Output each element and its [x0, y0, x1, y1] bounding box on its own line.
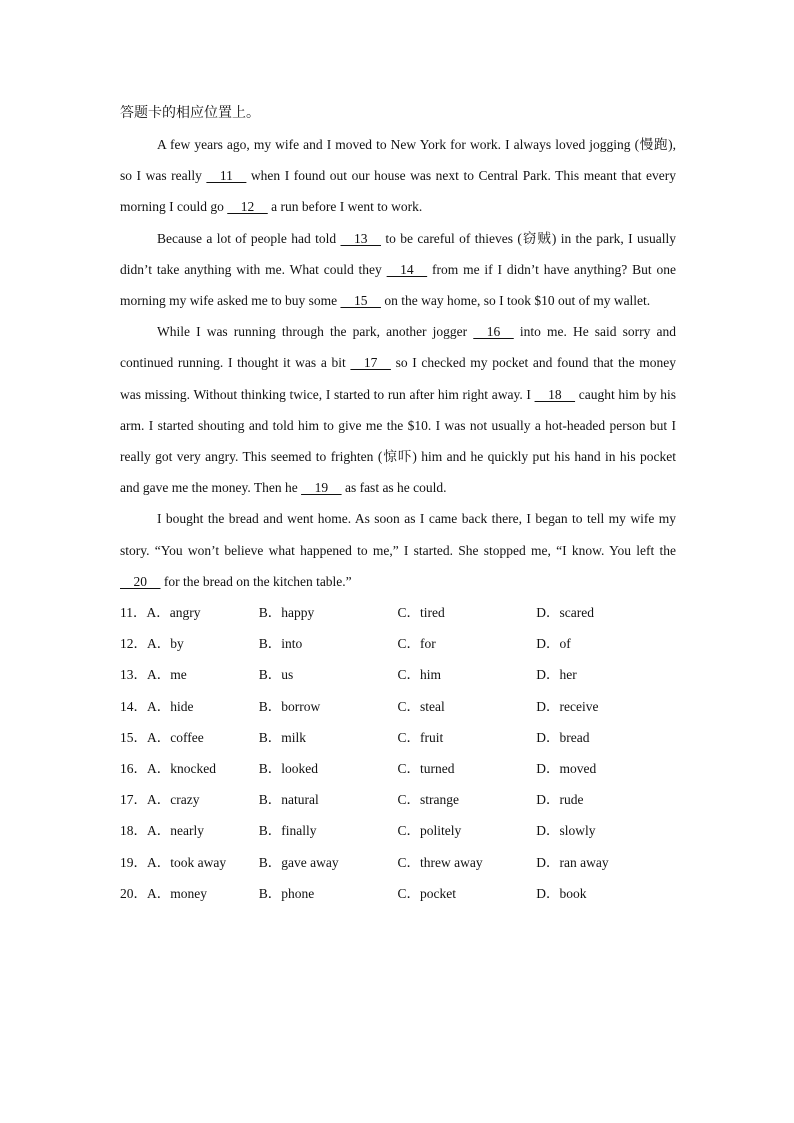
option-text: A．coffee [147, 729, 204, 745]
passage-paragraph [120, 129, 676, 223]
question-row [120, 784, 676, 815]
passage-text: on the way home, so I took $10 out of my wallet. [380, 293, 651, 309]
document-page [120, 98, 676, 909]
question-row [120, 628, 676, 659]
option-a [120, 691, 259, 722]
answer-blank: 18 [534, 386, 576, 402]
option-text: B．happy [258, 605, 315, 621]
option-text: C．turned [397, 760, 455, 776]
answer-blank: 11 [206, 168, 247, 184]
option-b [259, 722, 398, 753]
option-text: B．finally [258, 823, 317, 839]
question-row [120, 753, 676, 784]
question-number: 12． [120, 636, 147, 652]
option-a [120, 753, 259, 784]
option-text: A．took away [147, 854, 227, 870]
question-row [120, 597, 676, 628]
option-text: D．rude [536, 792, 584, 808]
answer-options [120, 597, 676, 909]
option-b [259, 847, 398, 878]
option-c [398, 722, 537, 753]
question-row [120, 722, 676, 753]
passage-text: a run before I went to work. [267, 199, 423, 215]
option-d [536, 815, 676, 846]
passage-text: While I was running through the park, another jogger [157, 324, 474, 340]
passage-paragraph [120, 316, 676, 503]
passage-text: caught him by his arm. I started shouting and told him to give me the $10. I was not usually a hot-headed person but I really got very angry. This seemed to frighten (惊吓) him and he quickly put his hand in his pocket and gave me the money. Then he [120, 386, 676, 496]
option-d [536, 878, 676, 909]
option-d [536, 691, 676, 722]
option-d [536, 784, 676, 815]
option-b [259, 628, 398, 659]
option-a [120, 815, 259, 846]
option-b [259, 659, 398, 690]
option-a [120, 659, 259, 690]
option-text: B．into [258, 636, 303, 652]
option-b [259, 784, 398, 815]
option-c [398, 628, 537, 659]
option-text: D．moved [536, 760, 597, 776]
option-text: B．natural [258, 792, 319, 808]
option-d [536, 847, 676, 878]
option-text: D．scared [536, 605, 594, 621]
cloze-passage [120, 129, 676, 597]
option-a [120, 847, 259, 878]
option-text: D．receive [536, 698, 599, 714]
answer-blank: 19 [301, 480, 342, 496]
instruction-text: 答题卡的相应位置上。 [120, 105, 260, 121]
passage-text: so I checked my pocket and found that the money was missing. Without thinking twice, I started to run after him right away. I [120, 355, 676, 402]
passage-text: as fast as he could. [341, 480, 447, 496]
option-b [259, 691, 398, 722]
option-text: B．gave away [258, 854, 339, 870]
option-a [120, 628, 259, 659]
question-number: 15． [120, 729, 147, 745]
option-text: C．fruit [397, 729, 444, 745]
option-text: D．her [536, 667, 577, 683]
question-number: 14． [120, 698, 147, 714]
option-text: C．strange [397, 792, 459, 808]
option-c [398, 878, 537, 909]
question-row [120, 659, 676, 690]
option-text: B．milk [258, 729, 307, 745]
option-a [120, 784, 259, 815]
option-text: A．hide [147, 698, 194, 714]
option-b [259, 815, 398, 846]
option-d [536, 659, 676, 690]
question-row [120, 878, 676, 909]
option-c [398, 815, 537, 846]
passage-text: I bought the bread and went home. As soon as I came back there, I began to tell my wife my story. “You won’t believe what happened to me,” I started. She stopped me, “I know. You left the [120, 511, 676, 558]
option-b [259, 597, 398, 628]
option-text: A．money [147, 885, 207, 901]
option-text: D．of [536, 636, 571, 652]
option-text: D．book [536, 885, 587, 901]
option-text: A．nearly [147, 823, 204, 839]
option-text: C．for [397, 636, 436, 652]
option-b [259, 753, 398, 784]
option-c [398, 659, 537, 690]
option-text: C．tired [397, 605, 445, 621]
option-d [536, 628, 676, 659]
option-text: D．ran away [536, 854, 609, 870]
question-number: 11． [120, 605, 147, 621]
option-text: C．pocket [397, 885, 456, 901]
option-text: A．knocked [147, 760, 216, 776]
option-text: C．him [397, 667, 442, 683]
question-number: 20． [120, 885, 147, 901]
passage-text: for the bread on the kitchen table.” [160, 573, 352, 589]
option-c [398, 753, 537, 784]
answer-blank: 17 [350, 355, 391, 371]
question-row [120, 691, 676, 722]
passage-text: from me if I didn’t have anything? But one morning my wife asked me to buy some [120, 261, 676, 309]
question-number: 17． [120, 792, 147, 808]
option-text: C．politely [397, 823, 462, 839]
answer-blank: 13 [340, 230, 381, 246]
option-d [536, 722, 676, 753]
passage-text: Because a lot of people had told [157, 230, 341, 246]
question-number: 16． [120, 760, 147, 776]
option-c [398, 784, 537, 815]
answer-blank: 16 [473, 324, 514, 340]
option-c [398, 597, 537, 628]
question-row [120, 815, 676, 846]
question-row [120, 847, 676, 878]
passage-paragraph [120, 503, 676, 597]
passage-text: to be careful of thieves (窃贼) in the park, I usually didn’t take anything with me. What could they [120, 230, 676, 277]
option-text: D．bread [536, 729, 590, 745]
answer-blank: 20 [120, 573, 161, 589]
passage-text: when I found out our house was next to Central Park. This meant that every morning I could go [120, 168, 676, 215]
option-c [398, 691, 537, 722]
option-text: D．slowly [536, 823, 596, 839]
option-text: C．threw away [397, 854, 483, 870]
option-text: C．steal [397, 698, 445, 714]
answer-blank: 14 [386, 261, 428, 277]
option-c [398, 847, 537, 878]
option-a [120, 597, 259, 628]
passage-paragraph [120, 223, 676, 317]
answer-blank: 12 [227, 199, 268, 215]
question-number: 13． [120, 667, 147, 683]
answer-blank: 15 [340, 293, 381, 309]
option-d [536, 597, 676, 628]
option-text: B．us [258, 667, 294, 683]
option-text: A．me [147, 667, 187, 683]
question-number: 18． [120, 823, 147, 839]
option-text: A．angry [146, 605, 201, 621]
option-a [120, 722, 259, 753]
option-text: B．phone [258, 885, 315, 901]
question-number: 19． [120, 854, 147, 870]
option-text: A．by [147, 636, 184, 652]
passage-text: into me. He said sorry and continued running. I thought it was a bit [120, 324, 677, 371]
option-b [259, 878, 398, 909]
option-d [536, 753, 676, 784]
option-a [120, 878, 259, 909]
passage-text: A few years ago, my wife and I moved to New York for work. I always loved jogging (慢跑), so I was really [120, 137, 676, 184]
option-text: B．borrow [258, 698, 321, 714]
option-text: A．crazy [147, 792, 200, 808]
option-text: B．looked [258, 760, 318, 776]
